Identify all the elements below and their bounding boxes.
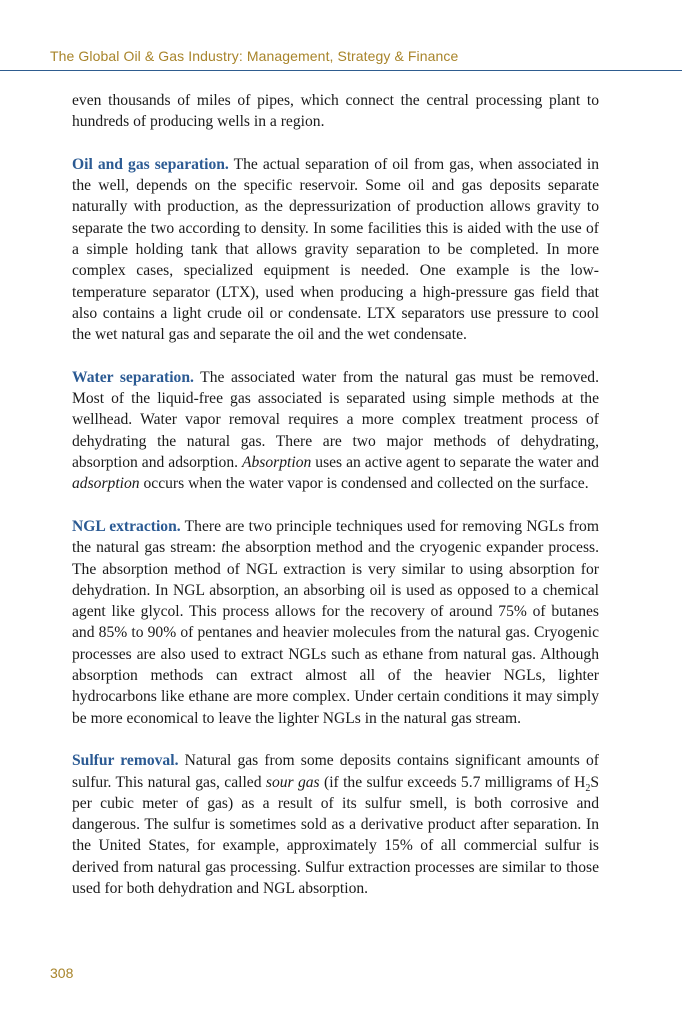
oil-gas-separation-paragraph bbox=[72, 154, 599, 346]
oil-gas-separation-text: The actual separation of oil from gas, when associated in the well, depends on the specific reservoir. Some oil and gas deposits separate naturally with production, as the depressurization of production allows gravity to separate the two according to density. In some facilities this is aided with the use of a simple holding tank that allows gravity separation to be completed. In more complex cases, specialized equipment is needed. One example is the low-temperature separator (LTX), used when producing a high-pressure gas field that also contains a light crude oil or condensate. LTX separators use pressure to cool the wet natural gas and separate the oil and the wet condensate. bbox=[72, 155, 599, 344]
water-separation-heading: Water separation. bbox=[72, 368, 194, 386]
term-absorption: Absorption bbox=[241, 454, 312, 472]
water-separation-text-3: occurs when the water vapor is condensed and collected on the surface. bbox=[139, 475, 589, 493]
sulfur-removal-heading: Sulfur removal. bbox=[72, 752, 179, 770]
term-sour-gas: sour gas bbox=[265, 773, 320, 791]
term-adsorption: adsorption bbox=[72, 475, 140, 493]
sulfur-removal-text-1: Natural gas from some deposits contains significant amounts of sulfur. This natural gas, called bbox=[72, 752, 599, 791]
ngl-italic-t: t bbox=[221, 539, 226, 557]
ngl-extraction-text-1: There are two principle techniques used for removing NGLs from the natural gas stream: bbox=[72, 517, 599, 557]
ngl-extraction-heading: NGL extraction. bbox=[72, 517, 181, 535]
ngl-extraction-text-2: he absorption method and the cryogenic expander process. The absorption method of NGL extraction is very similar to using absorption for dehydration. In NGL absorption, an absorbing oil is used as opposed to a chemical agent like glycol. This process allows for the recovery of around 75% of butanes and 85% to 90% of pentanes and heavier molecules from the natural gas. Cryogenic processes are also used to extract NGLs such as ethane from natural gas. Although absorption methods can extract almost all of the heavier NGLs, lighter hydrocarbons like ethane are more complex. Under certain conditions it may simply be more economical to leave the lighter NGLs in the natural gas stream. bbox=[72, 539, 600, 727]
h2s-formula: $H_2S$ bbox=[574, 773, 600, 794]
oil-gas-separation-heading: Oil and gas separation. bbox=[72, 155, 229, 173]
sulfur-removal-paragraph bbox=[72, 750, 599, 899]
water-separation-paragraph bbox=[72, 367, 599, 495]
page-number: 308 bbox=[50, 965, 74, 981]
water-separation-text-1: The associated water from the natural gas must be removed. Most of the liquid-free gas associated is separated using simple methods at the wellhead. Water vapor removal requires a more complex treatment process of dehydrating the natural gas. There are two major methods of dehydrating, absorption and adsorption. bbox=[72, 368, 599, 472]
running-header-title: The Global Oil & Gas Industry: Management, Strategy & Finance bbox=[50, 48, 459, 64]
intro-paragraph: even thousands of miles of pipes, which connect the central processing plant to hundreds of producing wells in a region. bbox=[72, 92, 599, 131]
ngl-extraction-paragraph bbox=[72, 516, 599, 729]
sulfur-removal-text-2: (if the sulfur exceeds 5.7 milligrams of bbox=[319, 773, 575, 791]
water-separation-text-2: uses an active agent to separate the water and bbox=[311, 454, 599, 472]
sulfur-removal-text-3: per cubic meter of gas) as a result of its sulfur smell, is both corrosive and dangerous. The sulfur is sometimes sold as a derivative product after separation. In the United States, for example, approximately 15% of all commercial sulfur is derived from natural gas processing. Sulfur extraction processes are similar to those used for both dehydration and NGL absorption. bbox=[72, 794, 599, 897]
header-rule bbox=[0, 70, 682, 71]
page-body bbox=[72, 90, 599, 921]
